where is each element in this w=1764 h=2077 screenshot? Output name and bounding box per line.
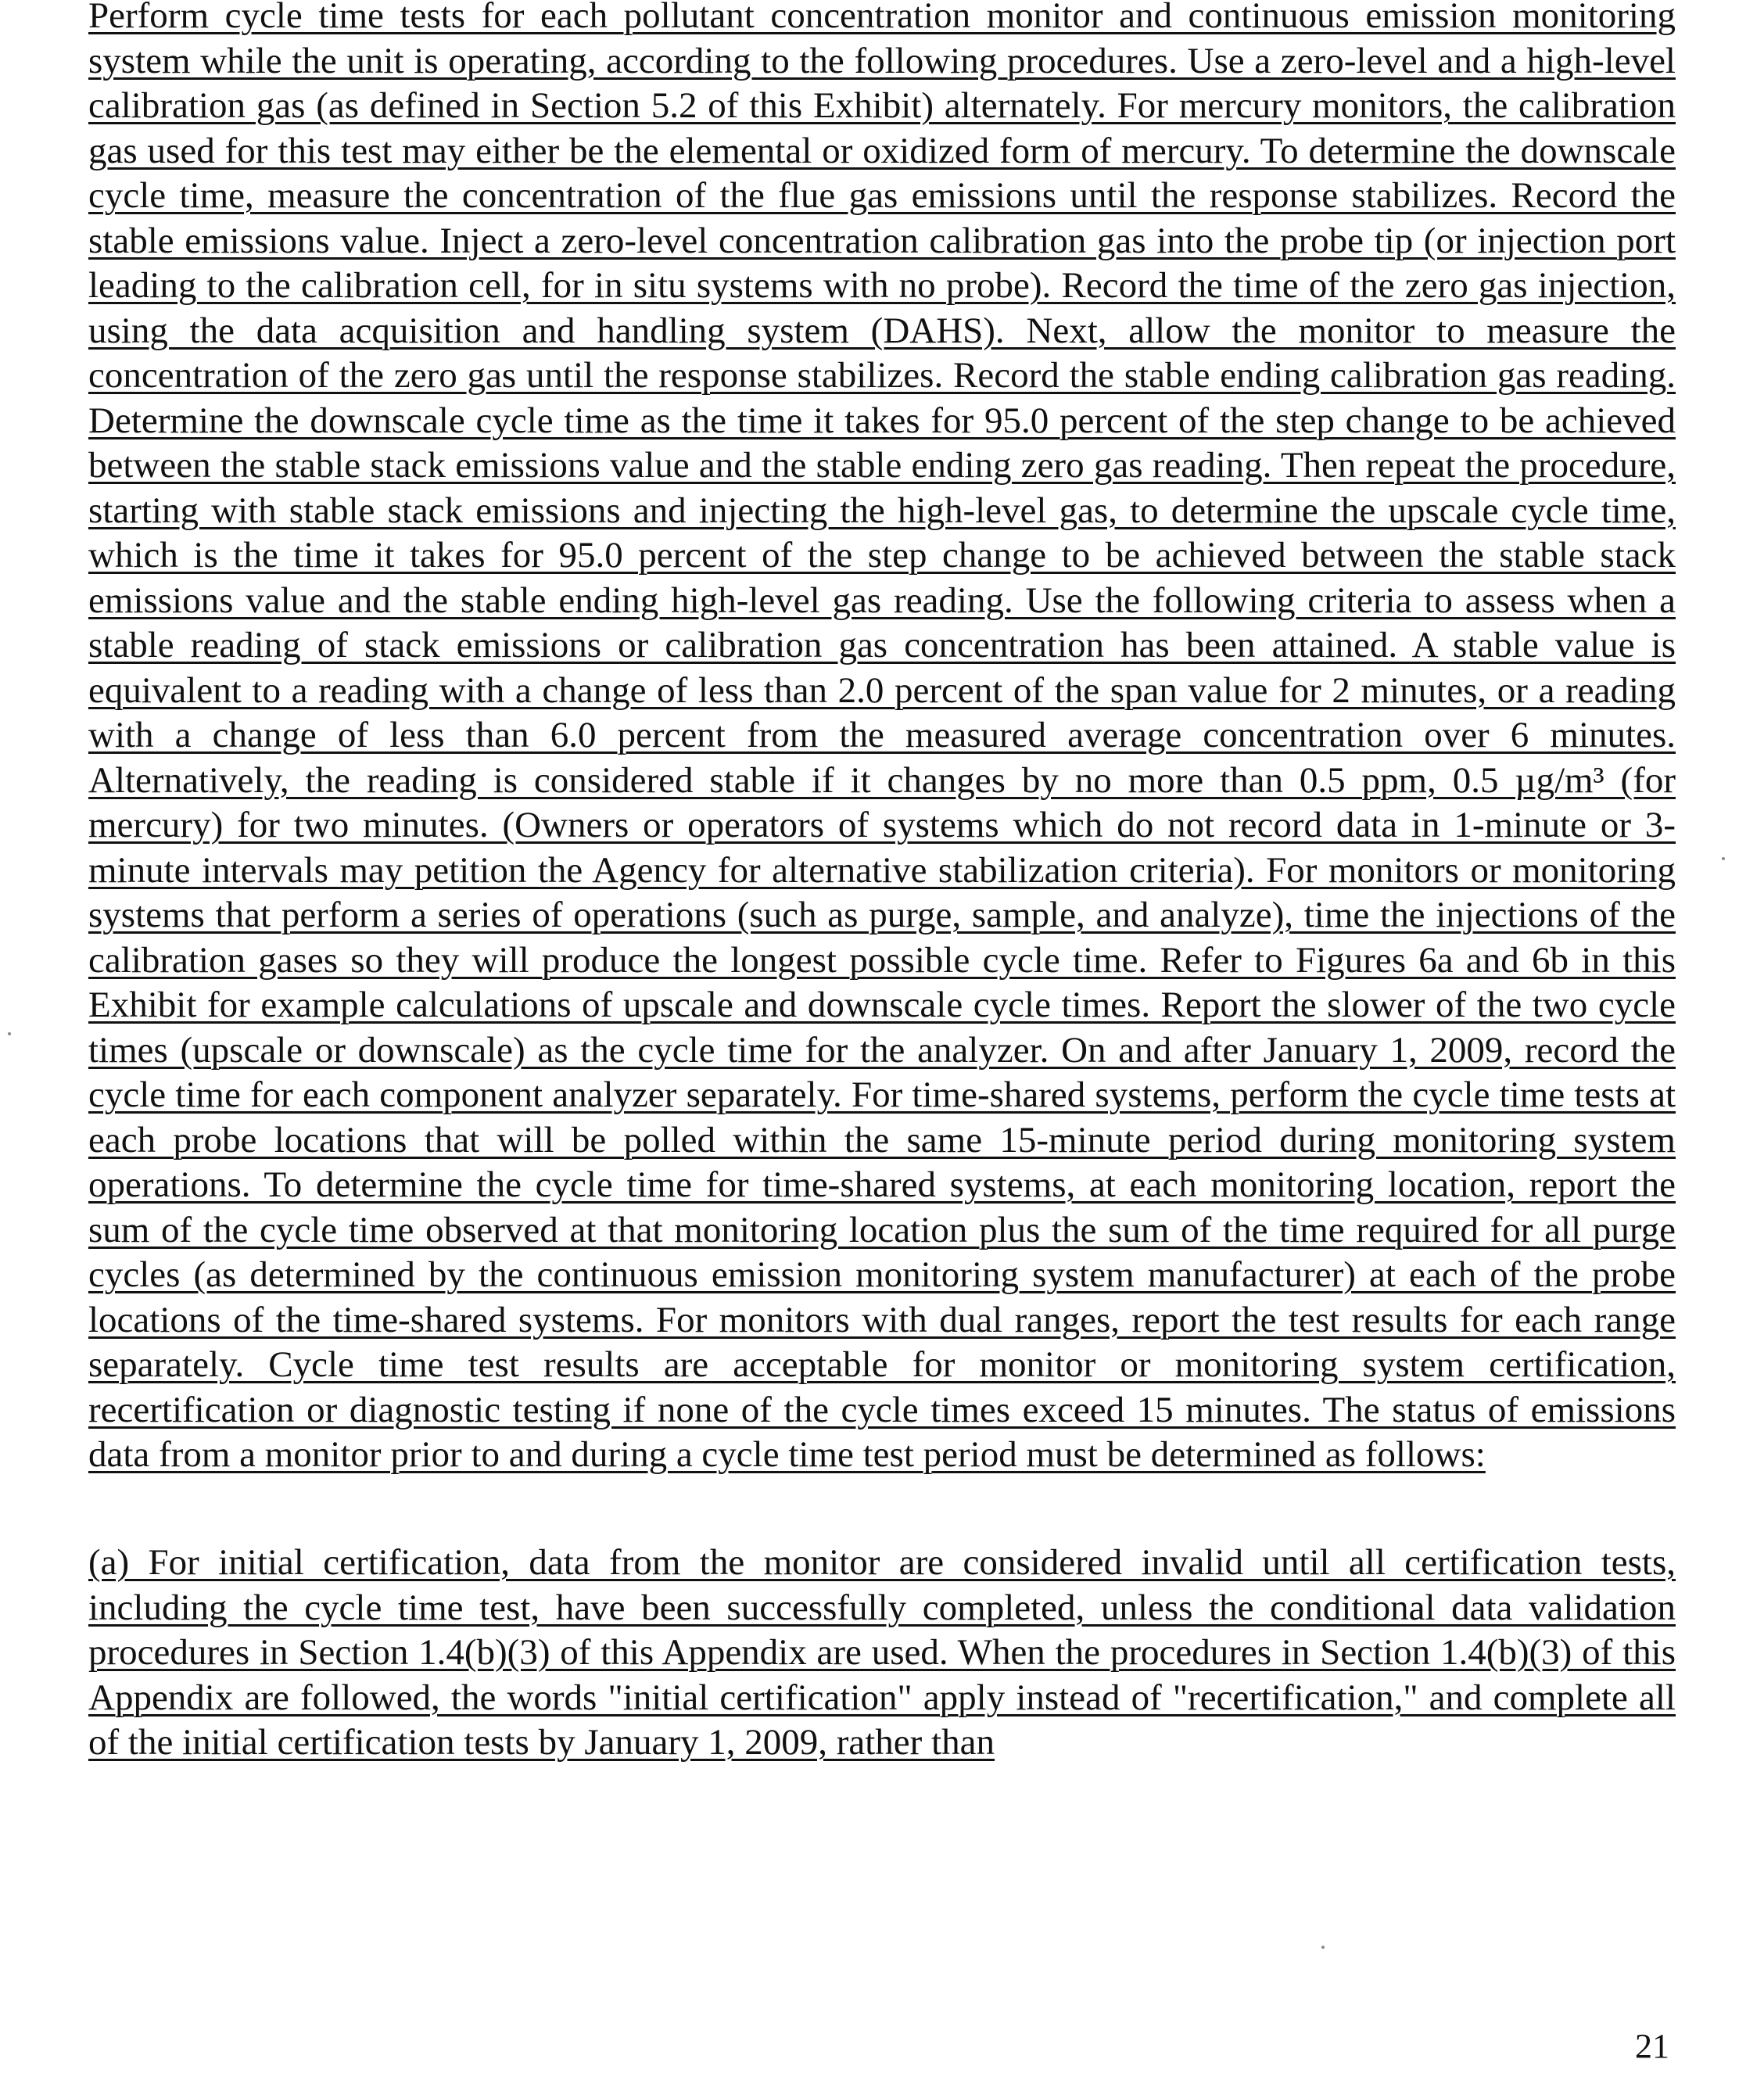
body-paragraph-cycle-time-tests: Perform cycle time tests for each pollutant concentration monitor and continuous emission monitoring system while the unit is operating, according to the following procedures. Use a zero-level and a high-level calibration gas (as defined in Section 5.2 of this Exhibit) alternately. For mercury monitors, the calibration gas used for this test may either be the elemental or oxidized form of mercury. To determine the downscale cycle time, measure the concentration of the flue gas emissions until the response stabilizes. Record the stable emissions value. Inject a zero-level concentration calibration gas into the probe tip (or injection port leading to the calibration cell, for in situ systems with no probe). Record the time of the zero gas injection, using the data acquisition and handling system (DAHS). Next, allow the monitor to measure the concentration of the zero gas until the response stabilizes. Record the stable ending calibration gas reading. Determine the downscale cycle time as the time it takes for 95.0 percent of the step change to be achieved between the stable stack emissions value and the stable ending zero gas reading. Then repeat the procedure, starting with stable stack emissions and injecting the high-level gas, to determine the upscale cycle time, which is the time it takes for 95.0 percent of the step change to be achieved between the stable stack emissions value and the stable ending high-level gas reading. Use the following criteria to assess when a stable reading of stack emissions or calibration gas concentration has been attained. A stable value is equivalent to a reading with a change of less than 2.0 percent of the span value for 2 minutes, or a reading with a change of less than 6.0 percent from the measured average concentration over 6 minutes. Alternatively, the reading is considered stable if it changes by no more than 0.5 ppm, 0.5 µg/m³ (for mercury) for two minutes. (Owners or operators of systems which do not record data in 1-minute or 3-minute intervals may petition the Agency for alternative stabilization criteria). For monitors or monitoring systems that perform a series of operations (such as purge, sample, and analyze), time the injections of the calibration gases so they will produce the longest possible cycle time. Refer to Figures 6a and 6b in this Exhibit for example calculations of upscale and downscale cycle times. Report the slower of the two cycle times (upscale or downscale) as the cycle time for the analyzer. On and after January 1, 2009, record the cycle time for each component analyzer separately. For time-shared systems, perform the cycle time tests at each probe locations that will be polled within the same 15-minute period during monitoring system operations. To determine the cycle time for time-shared systems, at each monitoring location, report the sum of the cycle time observed at that monitoring location plus the sum of the time required for all purge cycles (as determined by the continuous emission monitoring system manufacturer) at each of the probe locations of the time-shared systems. For monitors with dual ranges, report the test results for each range separately. Cycle time test results are acceptable for monitor or monitoring system certification, recertification or diagnostic testing if none of the cycle times exceed 15 minutes. The status of emissions data from a monitor prior to and during a cycle time test period must be determined as follows: — [88, 0, 1676, 1475]
page-number: 21 — [1635, 2027, 1669, 2065]
body-paragraph-initial-certification: (a) For initial certification, data from the monitor are considered invalid until all certification tests, including the cycle time test, have been successfully completed, unless the conditional data validation procedures in Section 1.4(b)(3) of this Appendix are used. When the procedures in Section 1.4(b)(3) of this Appendix are followed, the words "initial certification" apply instead of "recertification," and complete all of the initial certification tests by January 1, 2009, rather than — [88, 1542, 1676, 1763]
scan-speck — [1722, 857, 1725, 860]
scan-speck — [1321, 1946, 1325, 1949]
scan-speck — [8, 1032, 11, 1035]
